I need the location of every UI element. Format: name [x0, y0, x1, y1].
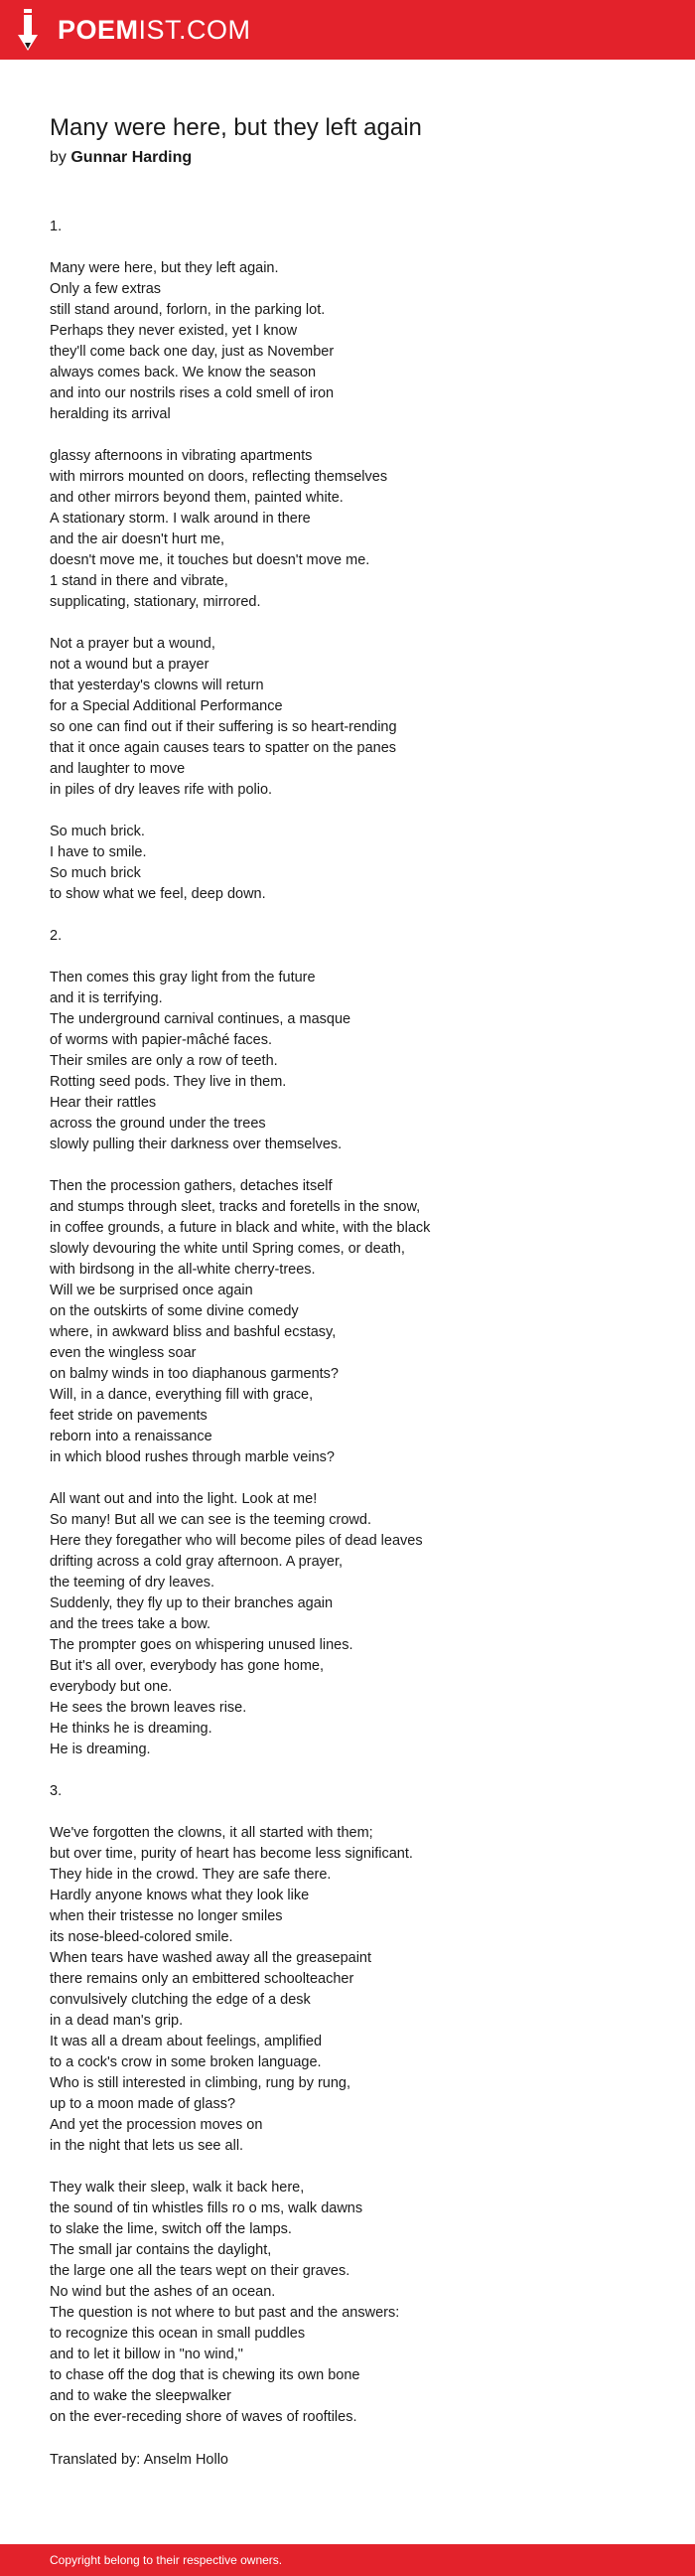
- brand-rest: IST.COM: [138, 15, 251, 45]
- translator-credit: Translated by: Anselm Hollo: [50, 2452, 228, 2468]
- poem-body: 1. Many were here, but they left again. Only a few extras still stand around, forlorn, in the parking lot. Perhaps they never existed, yet I know they'll come back one day, just as November always comes back. We know the season and into our nostrils rises a cold smell of iron heralding its arrival glassy afternoons in vibrating apartments with mirrors mounted on doors, reflecting themselves and other mirrors beyond them, painted white. A stationary storm. I walk around in there and the air doesn't hurt me, doesn't move me, it touches but doesn't move me. 1 stand in there and vibrate, supplicating, stationary, mirrored. Not a prayer but a wound, not a wound but a prayer that yesterday's clowns will return for a Special Additional Performance so one can find out if their suffering is so heart-rending that it once again causes tears to spatter on the panes and laughter to move in piles of dry leaves rife with polio. So much brick. I have to smile. So much brick to show what we feel, deep down. 2. Then comes this gray light from the future and it is terrifying. The underground carnival continues, a masque of worms with papier-mâché faces. Their smiles are only a row of teeth. Rotting seed pods. They live in them. Hear their rattles across the ground under the trees slowly pulling their darkness over themselves. Then the procession gathers, detaches itself and stumps through sleet, tracks and foretells in the snow, in coffee grounds, a future in black and white, with the black slowly devouring the white until Spring comes, or death, with birdsong in the all-white cherry-trees. Will we be surprised once again on the outskirts of some divine comedy where, in awkward bliss and bashful ecstasy, even the wingless soar on balmy winds in too diaphanous garments? Will, in a dance, everything fill with grace, feet stride on pavements reborn into a renaissance in which blood rushes through marble veins? All want out and into the light. Look at me! So many! But all we can see is the teeming crowd. Here they foregather who will become piles of dead leaves drifting across a cold gray afternoon. A prayer, the teeming of dry leaves. Suddenly, they fly up to their branches again and the trees take a bow. The prompter goes on whispering unused lines. But it's all over, everybody has gone home, everybody but one. He sees the brown leaves rise. He thinks he is dreaming. He is dreaming. 3. We've forgotten the clowns, it all started with them; but over time, purity of heart has become less significant. They hide in the crowd. They are safe there. Hardly anyone knows what they look like when their tristesse no longer smiles its nose-bleed-colored smile. When tears have washed away all the greasepaint there remains only an embittered schoolteacher convulsively clutching the edge of a desk in a dead man's grip. It was all a dream about feelings, amplified to a cock's crow in some broken language. Who is still interested in climbing, rung by rung, up to a moon made of glass? And yet the procession moves on in the night that lets us see all. They walk their sleep, walk it back here, the sound of tin whistles fills ro o ms, walk dawns to slake the lime, switch off the lamps. The small jar contains the daylight, the large one all the tears wept on their graves. No wind but the ashes of an ocean. The question is not where to but past and the answers: to recognize this ocean in small puddles and to let it billow in "no wind," to chase off the dog that is chewing its own bone and to wake the sleepwalker on the ever-receding shore of waves of rooftiles.: [50, 219, 431, 2425]
- poem-title: Many were here, but they left again: [50, 114, 422, 141]
- site-footer: [0, 2544, 695, 2576]
- brand-bold: POEM: [58, 15, 139, 45]
- pencil-icon[interactable]: [16, 9, 40, 51]
- author-link[interactable]: Gunnar Harding: [70, 149, 193, 166]
- site-logo[interactable]: [58, 14, 251, 46]
- site-header: [0, 0, 695, 60]
- by-label: by: [50, 149, 67, 166]
- copyright-text: Copyright belong to their respective owners.: [50, 2553, 283, 2567]
- byline: [50, 147, 192, 169]
